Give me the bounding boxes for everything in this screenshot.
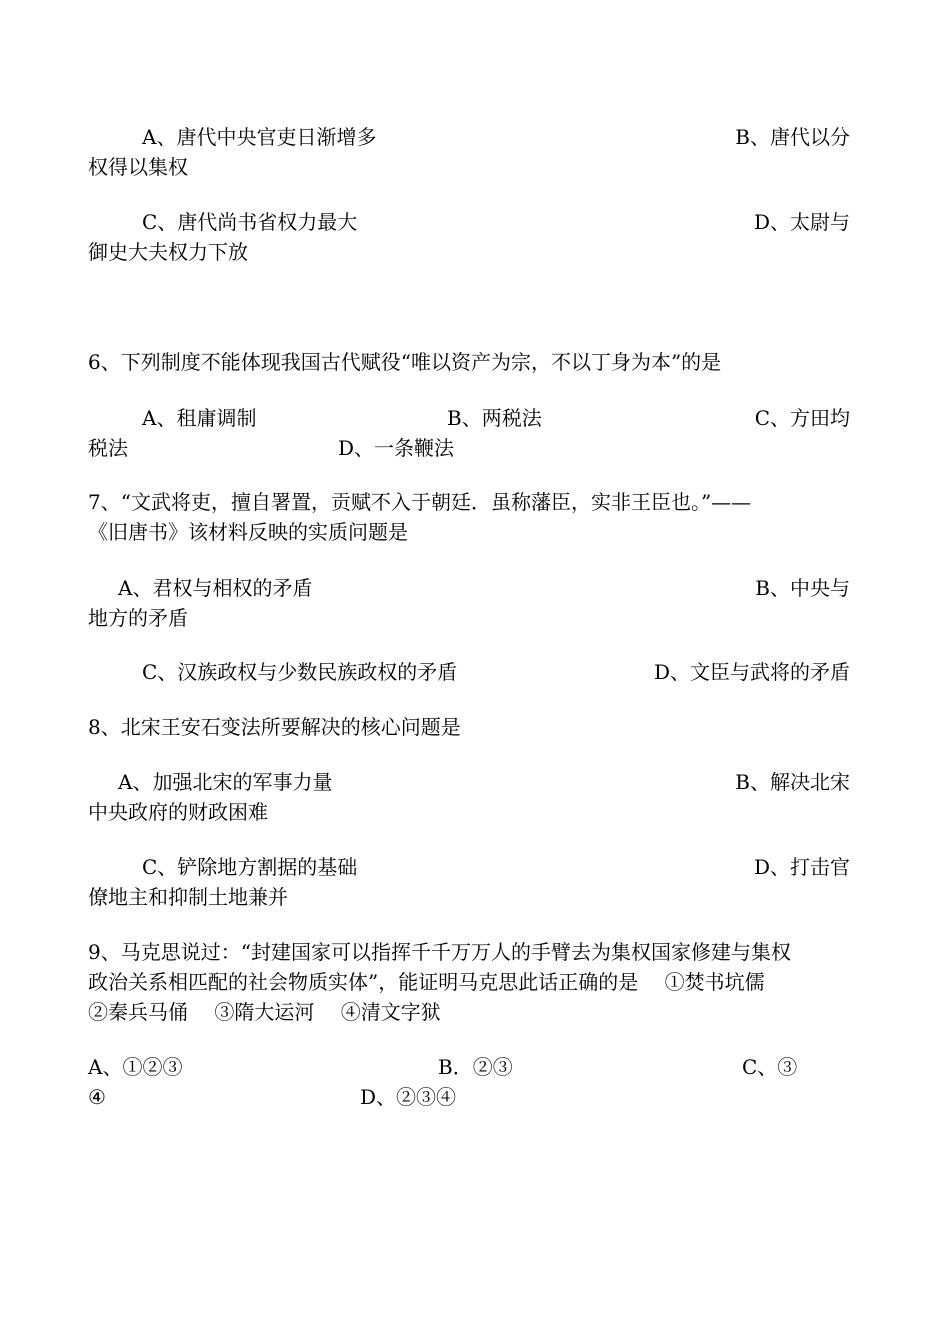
q9-option-c: C、③ (742, 1055, 798, 1079)
q7-option-d: D、文臣与武将的矛盾 (653, 660, 850, 684)
q5-option-a: A、唐代中央官吏日渐增多 (142, 125, 377, 149)
q7-option-a: A、君权与相权的矛盾 (118, 576, 313, 600)
q5-option-b: B、唐代以分 (735, 125, 850, 149)
q7-stem-line2: 《旧唐书》该材料反映的实质问题是 (88, 520, 408, 544)
q5-option-d-continued: 御史大夫权力下放 (88, 240, 248, 264)
q9-stem-line2: 政治关系相匹配的社会物质实体”，能证明马克思此话正确的是 ①焚书坑儒 (88, 970, 765, 994)
q8-option-c: C、铲除地方割据的基础 (142, 855, 358, 879)
q6-option-b: B、两税法 (447, 406, 542, 430)
q8-option-a: A、加强北宋的军事力量 (118, 770, 333, 794)
q9-option-d: D、②③④ (360, 1085, 457, 1109)
q7-option-c: C、汉族政权与少数民族政权的矛盾 (142, 660, 458, 684)
q9-option-c-continued: ④ (88, 1085, 106, 1109)
q5-option-d: D、太尉与 (753, 210, 850, 234)
q7-stem-line1: 7、“文武将吏，擅自署置，贡赋不入于朝廷．虽称藩臣，实非王臣也。”—— (88, 490, 752, 514)
q8-stem: 8、北宋王安石变法所要解决的核心问题是 (88, 715, 461, 739)
q9-option-a: A、①②③ (88, 1055, 183, 1079)
q6-option-c-continued: 税法 (88, 436, 128, 460)
q5-option-c: C、唐代尚书省权力最大 (142, 210, 358, 234)
q8-option-d-continued: 僚地主和抑制土地兼并 (88, 885, 288, 909)
q6-option-d: D、一条鞭法 (338, 436, 455, 460)
q7-option-b-continued: 地方的矛盾 (88, 606, 188, 630)
q8-option-d: D、打击官 (753, 855, 850, 879)
q9-stem-line1: 9、马克思说过：“封建国家可以指挥千千万万人的手臂去为集权国家修建与集权 (88, 940, 791, 964)
q6-option-c: C、方田均 (754, 406, 850, 430)
q8-option-b-continued: 中央政府的财政困难 (88, 800, 268, 824)
q6-stem: 6、下列制度不能体现我国古代赋役“唯以资产为宗，不以丁身为本”的是 (88, 350, 722, 374)
q8-option-b: B、解决北宋 (735, 770, 850, 794)
q7-option-b: B、中央与 (755, 576, 850, 600)
q6-option-a: A、租庸调制 (142, 406, 257, 430)
q9-option-b: B．②③ (438, 1055, 513, 1079)
q9-stem-line3: ②秦兵马俑 ③隋大运河 ④清文字狱 (88, 1000, 441, 1024)
q5-option-b-continued: 权得以集权 (88, 155, 188, 179)
